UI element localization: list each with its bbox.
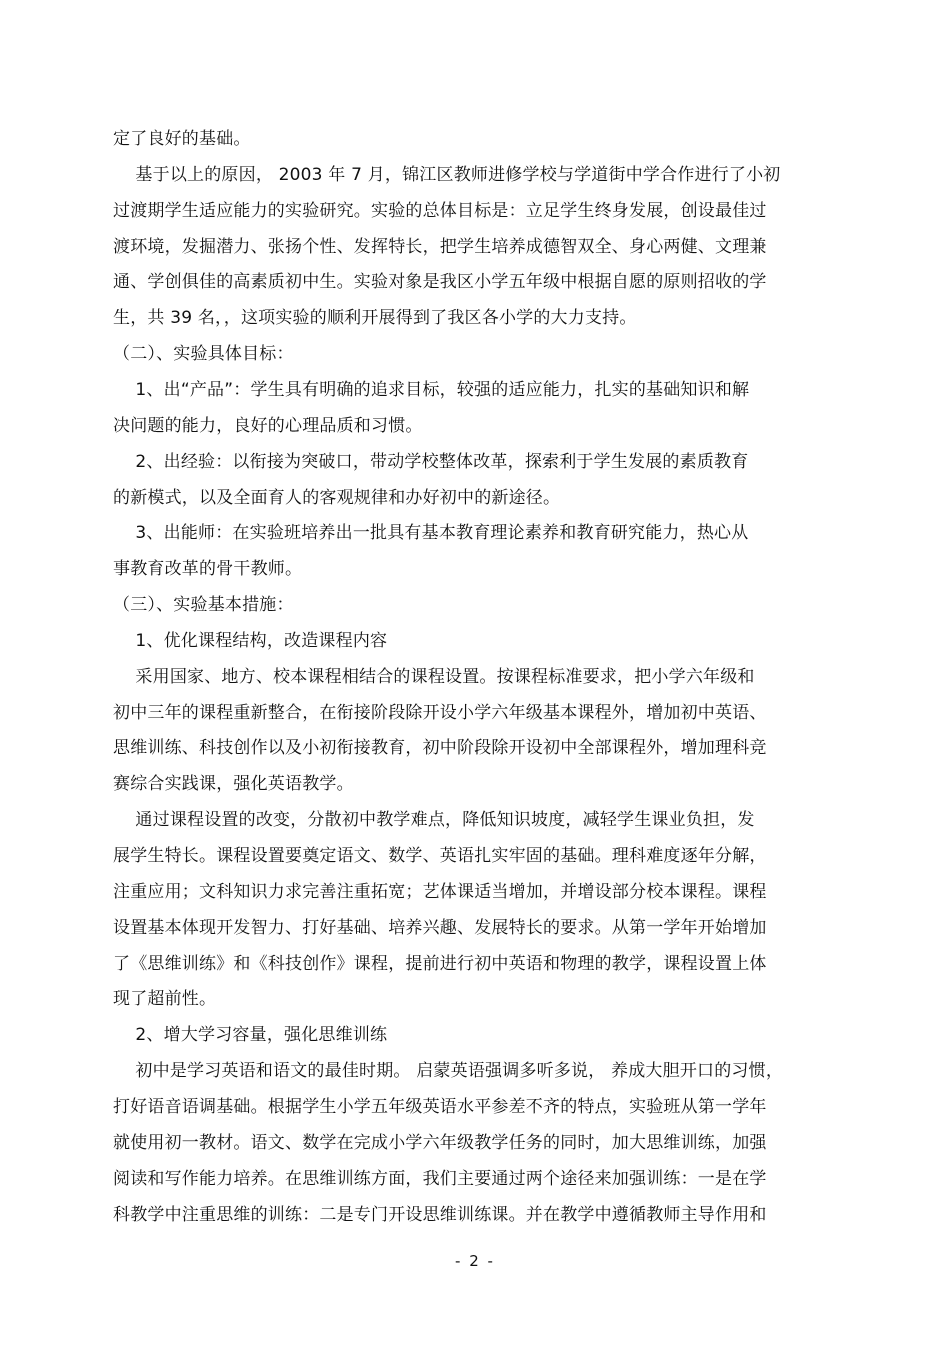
text-line: 渡环境，发掘潜力、张扬个性、发挥特长，把学生培养成德智双全、身心两健、文理兼	[113, 237, 767, 257]
text-line: 就使用初一教材。语文、数学在完成小学六年级教学任务的同时，加大思维训练，加强	[113, 1133, 767, 1153]
text-line: 通、学创俱佳的高素质初中生。实验对象是我区小学五年级中根据自愿的原则招收的学	[113, 272, 767, 292]
text-line: 思维训练、科技创作以及小初衔接教育，初中阶段除开设初中全部课程外，增加理科竞	[113, 738, 767, 758]
text-line: （三）、实验基本措施：	[113, 595, 294, 615]
text-line: （二）、实验具体目标：	[113, 344, 294, 364]
text-line: 初中三年的课程重新整合，在衔接阶段除开设小学六年级基本课程外，增加初中英语、	[113, 703, 767, 723]
text-line: 生，共 39 名，，这项实验的顺利开展得到了我区各小学的大力支持。	[113, 308, 637, 328]
text-line: 展学生特长。课程设置要奠定语文、数学、英语扎实牢固的基础。理科难度逐年分解，	[113, 846, 767, 866]
text-line: 1、优化课程结构，改造课程内容	[113, 631, 388, 651]
text-line: 基于以上的原因， 2003 年 7 月，锦江区教师进修学校与学道街中学合作进行了小初	[113, 165, 781, 185]
text-line: 的新模式，以及全面育人的客观规律和办好初中的新途径。	[113, 488, 561, 508]
text-line: 了《思维训练》和《科技创作》课程，提前进行初中英语和物理的教学，课程设置上体	[113, 954, 767, 974]
text-line: 打好语音语调基础。根据学生小学五年级英语水平参差不齐的特点，实验班从第一学年	[113, 1097, 767, 1117]
text-line: 设置基本体现开发智力、打好基础、培养兴趣、发展特长的要求。从第一学年开始增加	[113, 918, 767, 938]
page-number: - 2 -	[455, 1252, 495, 1270]
text-line: 初中是学习英语和语文的最佳时期。 启蒙英语强调多听多说， 养成大胆开口的习惯，	[113, 1061, 784, 1081]
text-line: 事教育改革的骨干教师。	[113, 559, 303, 579]
text-line: 赛综合实践课，强化英语教学。	[113, 774, 354, 794]
text-line: 注重应用；文科知识力求完善注重拓宽；艺体课适当增加，并增设部分校本课程。课程	[113, 882, 767, 902]
text-line: 2、出经验：以衔接为突破口，带动学校整体改革，探索利于学生发展的素质教育	[113, 452, 749, 472]
text-line: 采用国家、地方、校本课程相结合的课程设置。按课程标准要求，把小学六年级和	[113, 667, 755, 687]
text-line: 定了良好的基础。	[113, 129, 251, 149]
text-line: 过渡期学生适应能力的实验研究。实验的总体目标是：立足学生终身发展，创设最佳过	[113, 201, 767, 221]
text-line: 通过课程设置的改变，分散初中教学难点，降低知识坡度，减轻学生课业负担，发	[113, 810, 755, 830]
text-line: 3、出能师：在实验班培养出一批具有基本教育理论素养和教育研究能力，热心从	[113, 523, 749, 543]
text-line: 科教学中注重思维的训练：二是专门开设思维训练课。并在教学中遵循教师主导作用和	[113, 1205, 767, 1225]
text-line: 决问题的能力，良好的心理品质和习惯。	[113, 416, 423, 436]
text-line: 阅读和写作能力培养。在思维训练方面，我们主要通过两个途径来加强训练：一是在学	[113, 1169, 767, 1189]
text-line: 1、出“产品”：学生具有明确的追求目标，较强的适应能力，扎实的基础知识和解	[113, 380, 750, 400]
text-line: 现了超前性。	[113, 989, 217, 1009]
text-line: 2、增大学习容量，强化思维训练	[113, 1025, 388, 1045]
